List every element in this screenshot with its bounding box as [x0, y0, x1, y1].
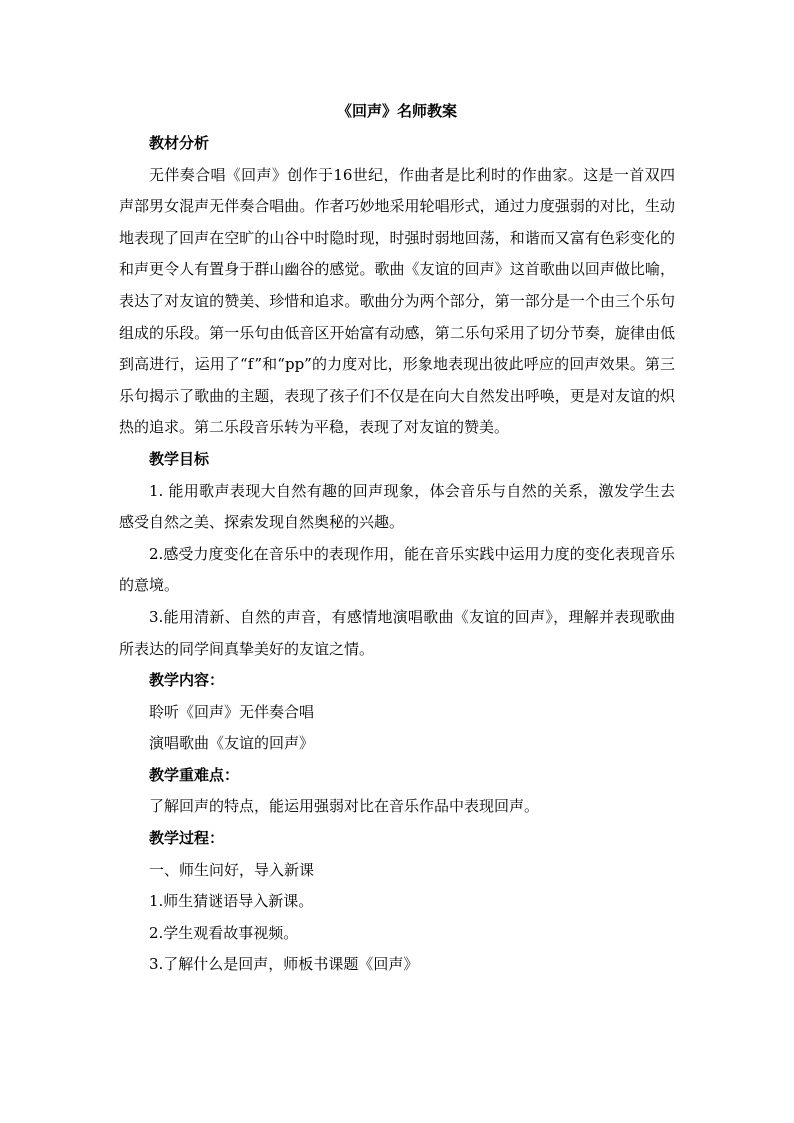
document-title: 《回声》名师教案 [336, 102, 457, 120]
goal-item: 2.感受力度变化在音乐中的表现作用，能在音乐实践中运用力度的变化表现音乐的意境。 [119, 544, 675, 595]
content-item: 聆听《回声》无伴奏合唱 [149, 702, 315, 721]
process-item: 2.学生观看故事视频。 [149, 923, 299, 942]
section-heading-analysis: 教材分析 [149, 134, 210, 152]
analysis-paragraph: 无伴奏合唱《回声》创作于16世纪，作曲者是比利时的作曲家。这是一首双四声部男女混声无伴奏合唱曲。作者巧妙地采用轮唱形式，通过力度强弱的对比，生动地表现了回声在空旷的山谷中时隐时现，时强时弱地回荡，和谐而又富有色彩变化的和声更令人有置身于群山幽谷的感觉。歌曲《友谊的回声》这首歌曲以回声做比喻，表达了对友谊的赞美、珍惜和追求。歌曲分为两个部分，第一部分是一个由三个乐句组成的乐段。第一乐句由低音区开始富有动感，第二乐句采用了切分节奏，旋律由低到高进行，运用了“f”和“pp”的力度对比，形象地表现出彼此呼应的回声效果。第三乐句揭示了歌曲的主题，表现了孩子们不仅是在向大自然发出呼唤，更是对友谊的炽热的追求。第二乐段音乐转为平稳，表现了对友谊的赞美。 [119, 165, 675, 437]
content-item: 演唱歌曲《友谊的回声》 [149, 734, 315, 753]
goal-item: 1. 能用歌声表现大自然有趣的回声现象，体会音乐与自然的关系，激发学生去感受自然之美、探索发现自然奥秘的兴趣。 [119, 481, 675, 532]
key-points-text: 了解回声的特点，能运用强弱对比在音乐作品中表现回声。 [149, 797, 540, 816]
section-heading-process: 教学过程： [149, 829, 225, 848]
process-item: 1.师生猜谜语导入新课。 [149, 892, 314, 911]
goal-item: 3.能用清新、自然的声音，有感情地演唱歌曲《友谊的回声》，理解并表现歌曲所表达的同学间真挚美好的友谊之情。 [119, 607, 675, 658]
section-heading-content: 教学内容： [149, 671, 225, 690]
section-heading-key-points: 教学重难点： [149, 765, 240, 784]
process-item: 一、师生问好，导入新课 [149, 860, 315, 879]
section-heading-goals: 教学目标 [149, 449, 210, 468]
process-item: 3.了解什么是回声，师板书课题《回声》 [149, 955, 419, 974]
document-body [119, 100, 675, 981]
